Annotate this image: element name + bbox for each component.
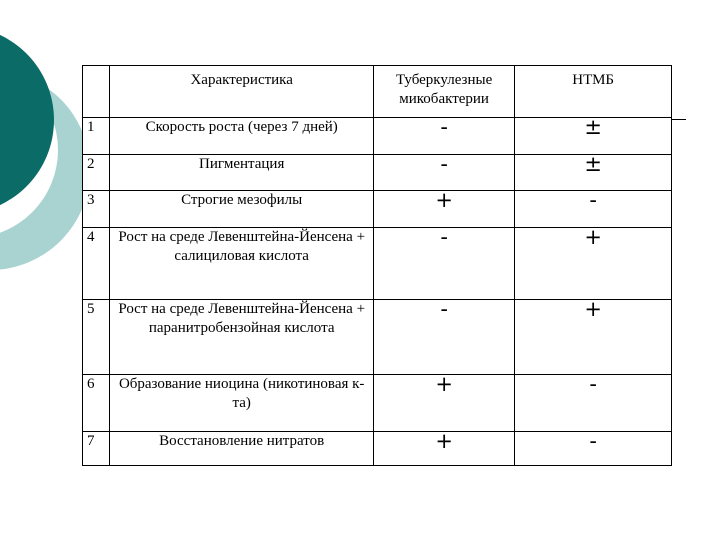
row-tuberculous-value: - <box>373 155 514 191</box>
row-ntmb-value: + <box>515 228 672 300</box>
header-tuberculous: Туберкулезные микобактерии <box>373 66 514 118</box>
header-ntmb: НТМБ <box>515 66 672 118</box>
row-number: 7 <box>83 432 110 466</box>
row-tuberculous-value: + <box>373 375 514 432</box>
table-row <box>83 300 672 375</box>
comparison-table <box>82 65 672 466</box>
row-characteristic: Пигментация <box>110 155 373 191</box>
row-tuberculous-value: - <box>373 228 514 300</box>
row-tuberculous-value: + <box>373 191 514 228</box>
table-row <box>83 228 672 300</box>
row-ntmb-value: + <box>515 300 672 375</box>
row-characteristic: Рост на среде Левенштейна-Йенсена + салициловая кислота <box>110 228 373 300</box>
row-characteristic: Восстановление нитратов <box>110 432 373 466</box>
header-characteristic: Характеристика <box>110 66 373 118</box>
row-number: 1 <box>83 118 110 155</box>
row-characteristic: Образование ниоцина (никотиновая к-та) <box>110 375 373 432</box>
row-number: 3 <box>83 191 110 228</box>
row-tuberculous-value: + <box>373 432 514 466</box>
header-row <box>83 66 672 118</box>
row-ntmb-value: - <box>515 432 672 466</box>
table-row <box>83 432 672 466</box>
row-number: 6 <box>83 375 110 432</box>
decorative-circles <box>0 0 90 300</box>
row-number: 5 <box>83 300 110 375</box>
table-row <box>83 375 672 432</box>
row-number: 2 <box>83 155 110 191</box>
row-tuberculous-value: - <box>373 300 514 375</box>
row-ntmb-value: ± <box>515 118 672 155</box>
row-characteristic: Скорость роста (через 7 дней) <box>110 118 373 155</box>
row-characteristic: Рост на среде Левенштейна-Йенсена + паранитробензойная кислота <box>110 300 373 375</box>
row-characteristic: Строгие мезофилы <box>110 191 373 228</box>
table-row <box>83 118 672 155</box>
row-number: 4 <box>83 228 110 300</box>
header-divider-extension <box>672 119 686 120</box>
header-number <box>83 66 110 118</box>
row-ntmb-value: - <box>515 191 672 228</box>
row-tuberculous-value: - <box>373 118 514 155</box>
row-ntmb-value: ± <box>515 155 672 191</box>
table-row <box>83 155 672 191</box>
row-ntmb-value: - <box>515 375 672 432</box>
table-row <box>83 191 672 228</box>
